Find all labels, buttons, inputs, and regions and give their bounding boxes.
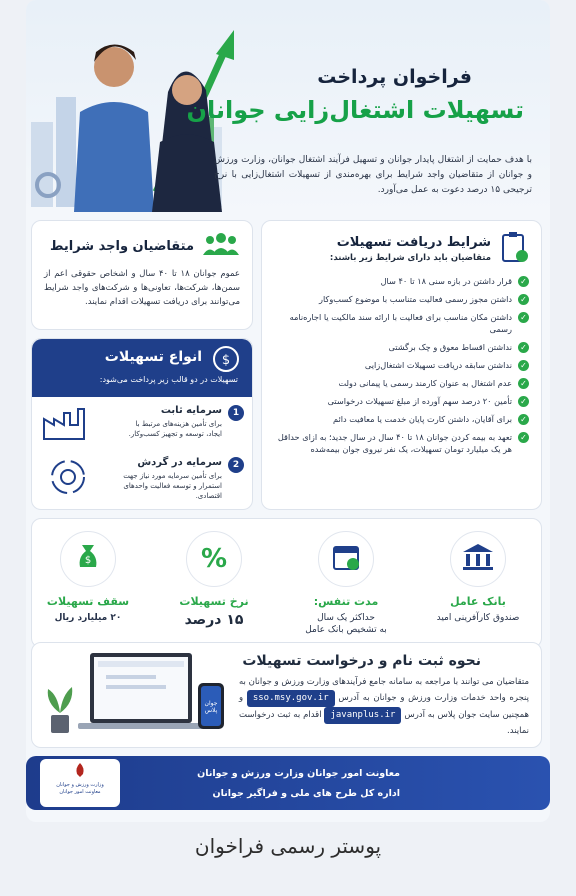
emblem-icon [72, 762, 88, 778]
stat-label: نرخ تسهیلات [179, 595, 249, 608]
eligible-card [31, 220, 253, 330]
list-item: ✓ نداشتن سابقه دریافت تسهیلات اشتغال‌زایی [274, 359, 529, 371]
list-item: ✓ قرار داشتن در بازه سنی ۱۸ تا ۴۰ سال [274, 275, 529, 287]
stat-label: سقف تسهیلات [46, 595, 130, 608]
calendar-icon [331, 542, 361, 576]
conditions-title: شرایط دریافت تسهیلات [336, 235, 491, 250]
check-icon: ✓ [518, 294, 529, 305]
check-icon: ✓ [518, 342, 529, 353]
type-desc: برای تأمین هزینه‌های مرتبط با ایجاد، توسعه و تجهیز کسب‌وکار. [128, 420, 222, 438]
types-card [31, 338, 253, 510]
svg-text:$: $ [84, 555, 92, 566]
check-icon: ✓ [518, 312, 529, 323]
register-text-1: متقاضیان می توانند با مراجعه به سامانه جامع فرآیندهای وزارت ورزش و جوانان به پنجره واحد خدمات وزارت ورزش و جوانان [239, 677, 529, 703]
stat-value: صندوق کارآفرینی امید [436, 613, 520, 623]
stat-label: مدت تنفس: [313, 595, 379, 608]
register-card [31, 642, 542, 748]
eligible-title: متقاضیان واجد شرایط [49, 238, 194, 254]
sso-url-link[interactable]: sso.msy.gov.ir [247, 690, 335, 707]
stat-value: ۱۵ درصد [184, 612, 244, 628]
register-text-2-post: و همچنین سایت جوان پلاس [239, 693, 530, 720]
hero-section [26, 0, 550, 215]
logo-text-2: معاونت امور جوانان [59, 789, 101, 795]
group-icon [202, 231, 240, 261]
check-icon: ✓ [518, 432, 529, 443]
stat-value: حداکثر یک سال به تشخیص بانک عامل [305, 613, 387, 635]
type-desc: برای تأمین سرمایه مورد نیاز جهت استمرار و توسعه فعالیت واحدهای اقتصادی. [123, 472, 222, 500]
list-item: ✓ تعهد به بیمه کردن جوانان ۱۸ تا ۴۰ سال در سال جدید؛ به ازای حداقل هر یک میلیارد تومان تسهیلات، یک نفر نیروی جوان بیمه‌شده [274, 431, 529, 455]
check-icon: ✓ [518, 276, 529, 287]
cycle-icon [46, 455, 90, 503]
check-icon: ✓ [518, 414, 529, 425]
javanplus-url-link[interactable]: javanplus.ir [324, 707, 401, 724]
title-line-1: فراخوان پرداخت [317, 66, 472, 88]
stat-value: ۲۰ میلیارد ریال [54, 613, 122, 623]
bank-icon [461, 542, 495, 576]
types-subtitle: تسهیلات در دو قالب زیر پرداخت می‌شود: [99, 375, 238, 384]
conditions-list [274, 275, 529, 455]
type-number: 2 [228, 457, 244, 473]
footer-banner [26, 756, 550, 810]
type-title: سرمایه در گردش [137, 457, 222, 468]
list-item: ✓ داشتن مکان مناسب برای فعالیت با ارائه سند مالکیت یا اجاره‌نامه رسمی [274, 311, 529, 335]
eligible-text: عموم جوانان ۱۸ تا ۴۰ سال و اشخاص حقوقی اعم از سمن‌ها، شرکت‌ها، تعاونی‌ها و شرکت‌های واجد شرایط می‌توانند برای دریافت تسهیلات اقدام نمایند. [44, 269, 241, 307]
intro-text: با هدف حمایت از اشتغال پایدار جوانان و تسهیل فرآیند اشتغال جوانان، وزارت ورزش و جوانان از متقاضیان واجد شرایط برای بهره‌مندی از تسهیلات اشتغال‌زایی با نرخ ترجیحی ۱۵ درصد دعوت به عمل می‌آورد. [214, 155, 532, 195]
phone-mockup [198, 683, 224, 729]
poster-caption: پوستر رسمی فراخوان [194, 834, 382, 858]
plant-illustration [42, 673, 78, 735]
phone-app-label: جوان پلاس [201, 686, 221, 726]
list-item: ✓ داشتن مجوز رسمی فعالیت متناسب با موضوع کسب‌وکار [274, 293, 529, 305]
register-title: نحوه ثبت نام و درخواست تسهیلات [242, 653, 481, 669]
type-title: سرمایه ثابت [160, 405, 222, 416]
type-item-fixed [32, 399, 252, 451]
conditions-subtitle: متقاضیان باید دارای شرایط زیر باشند: [329, 253, 491, 263]
register-text-2-pre: به آدرس [338, 693, 370, 703]
factory-icon [42, 405, 94, 445]
svg-text:$: $ [221, 353, 231, 368]
stat-label: بانک عامل [450, 595, 506, 608]
coins-icon [212, 345, 240, 377]
list-item: ✓ تأمین ۲۰ درصد سهم آورده از مبلغ تسهیلات درخواستی [274, 395, 529, 407]
stats-card [31, 518, 542, 648]
check-icon: ✓ [518, 378, 529, 389]
footer-line-2: اداره کل طرح های ملی و فراگیر جوانان [212, 788, 400, 799]
register-text [239, 675, 529, 739]
money-hand-icon [72, 541, 104, 577]
types-header [32, 339, 252, 397]
clipboard-icon [499, 231, 529, 267]
percent-icon: % [200, 544, 228, 574]
ministry-logo [40, 759, 120, 807]
check-icon: ✓ [518, 360, 529, 371]
type-item-working [32, 451, 252, 509]
list-item: ✓ عدم اشتغال به عنوان کارمند رسمی یا پیمانی دولت [274, 377, 529, 389]
laptop-illustration [76, 651, 206, 739]
register-text-3-post: اقدام به ثبت درخواست نمایند. [239, 710, 529, 736]
check-icon: ✓ [518, 396, 529, 407]
list-item: ✓ برای آقایان، داشتن کارت پایان خدمت یا معافیت دائم [274, 413, 529, 425]
types-title: انواع تسهیلات [104, 349, 202, 365]
footer-line-1: معاونت امور جوانان وزارت ورزش و جوانان [197, 768, 400, 779]
type-number: 1 [228, 405, 244, 421]
logo-text-1: وزارت ورزش و جوانان [56, 782, 104, 788]
title-line-2: تسهیلات اشتغال‌زایی جوانان [186, 96, 524, 124]
register-text-3-pre: به آدرس [404, 710, 435, 720]
poster [26, 0, 550, 822]
conditions-card [261, 220, 542, 510]
list-item: ✓ نداشتن اقساط معوق و چک برگشتی [274, 341, 529, 353]
